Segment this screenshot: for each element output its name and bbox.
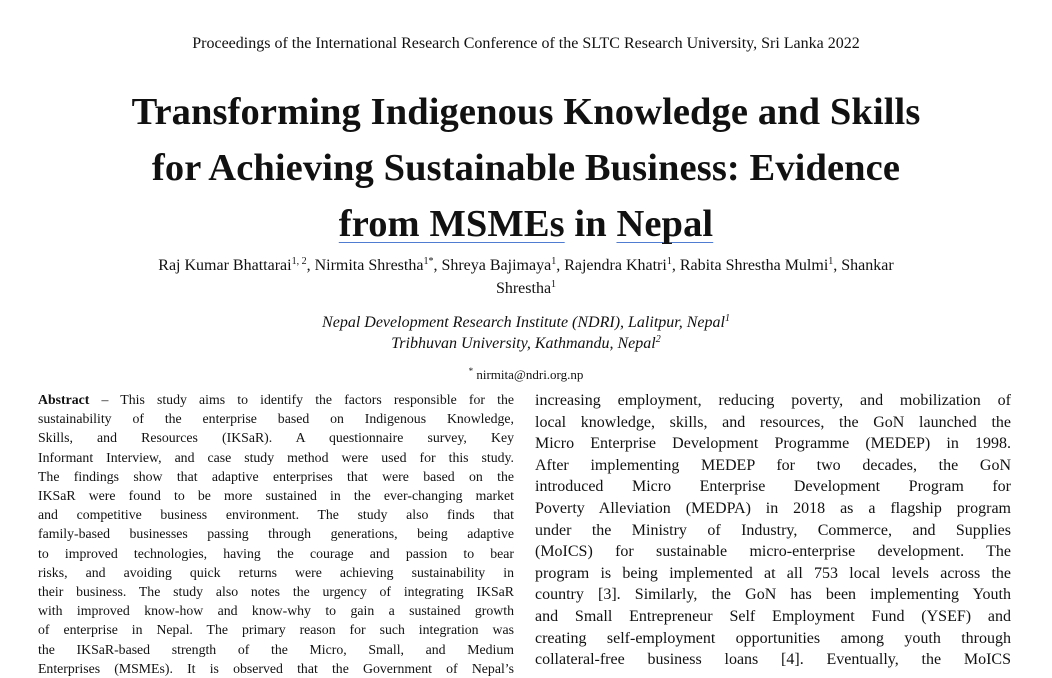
abstract-line: Informant Interview, and case study method were used for this study.	[38, 449, 514, 465]
abstract-label: Abstract	[38, 392, 90, 407]
abstract-line: IKSaR were found to be more sustained in the ever-changing market	[38, 488, 514, 504]
abstract-line: Skills, and Resources (IKSaR). A questionnaire survey, Key	[38, 430, 514, 446]
author-name: Shankar	[841, 257, 894, 274]
affiliation-marker: 2	[655, 334, 661, 345]
body-line: collateral-free business loans [4]. Eventually, the MoICS	[535, 651, 1011, 669]
body-line: After implementing MEDEP for two decades, the GoN	[535, 456, 1011, 474]
author-separator: ,	[306, 257, 315, 274]
body-line: local knowledge, skills, and resources, the GoN launched the	[535, 413, 1011, 431]
body-text-column	[535, 390, 1011, 671]
title-line-2: for Achieving Sustainable Business: Evidence	[151, 147, 901, 189]
abstract-column	[38, 390, 514, 678]
body-line: creating self-employment opportunities among youth through	[535, 629, 1011, 647]
title-connector-text: in	[564, 203, 617, 245]
body-line: (MoICS) for sustainable micro-enterprise development. The	[535, 543, 1011, 561]
author-list	[30, 254, 1022, 300]
author-separator: ,	[671, 257, 680, 274]
author-affiliation-marker: 1*	[423, 256, 434, 267]
email-address: nirmita@ndri.org.np	[476, 367, 584, 382]
abstract-line: risks, and avoiding quick returns were achieving sustainability in	[38, 564, 514, 580]
body-line: program is being implemented at all 753 local levels across the	[535, 564, 1011, 582]
author-name: Rabita Shrestha Mulmi	[679, 257, 829, 274]
author-affiliation-marker: 1	[666, 256, 672, 267]
abstract-line: their business. The study also notes the urgency of integrating IKSaR	[38, 584, 514, 600]
title-underlined-text-nepal: Nepal	[616, 203, 714, 245]
author-affiliation-marker: 1, 2	[291, 256, 307, 267]
abstract-line: and competitive business environment. The study also finds that	[38, 507, 514, 523]
corresponding-marker: *	[468, 366, 474, 376]
body-line: under the Ministry of Industry, Commerce, and Supplies	[535, 521, 1011, 539]
author-separator: ,	[833, 257, 842, 274]
title-line-3	[40, 196, 1012, 252]
body-line: country [3]. Similarly, the GoN has been implementing Youth	[535, 586, 1011, 604]
affiliation-text: Tribhuvan University, Kathmandu, Nepal	[391, 335, 656, 352]
author-separator: ,	[556, 257, 565, 274]
author-name: Rajendra Khatri	[564, 257, 667, 274]
affiliation-marker: 1	[724, 313, 730, 324]
title-underlined-text-msmes: from MSMEs	[338, 203, 565, 245]
title-line-1: Transforming Indigenous Knowledge and Skills	[131, 91, 921, 133]
author-name: Shreya Bajimaya	[441, 257, 552, 274]
body-line: Micro Enterprise Development Programme (MEDEP) in 1998.	[535, 435, 1011, 453]
abstract-line: The findings show that adaptive enterprises that were based on the	[38, 468, 514, 484]
body-line: increasing employment, reducing poverty, and mobilization of	[535, 392, 1011, 409]
author-name: Nirmita Shrestha	[314, 257, 424, 274]
proceedings-header: Proceedings of the International Research Conference of the SLTC Research University, Sri Lanka 2022	[192, 35, 860, 52]
author-affiliation-marker: 1	[551, 279, 557, 290]
author-separator: ,	[433, 257, 442, 274]
abstract-line	[38, 390, 514, 409]
author-name: Raj Kumar Bhattarai	[158, 257, 292, 274]
corresponding-email	[0, 366, 1052, 383]
author-affiliation-marker: 1	[551, 256, 557, 267]
abstract-line: sustainability of the enterprise based on Indigenous Knowledge,	[38, 411, 514, 427]
abstract-line: family-based businesses passing through generations, being adaptive	[38, 526, 514, 542]
affiliation-2	[0, 334, 1052, 354]
paper-title	[40, 84, 1012, 252]
body-line: introduced Micro Enterprise Development Program for	[535, 478, 1011, 496]
abstract-line: of enterprise in Nepal. The primary reason for such integration was	[38, 622, 514, 638]
author-affiliation-marker: 1	[828, 256, 834, 267]
abstract-line: with improved know-how and know-why to gain a sustained growth	[38, 603, 514, 619]
affiliation-text: Nepal Development Research Institute (NDRI), Lalitpur, Nepal	[322, 314, 725, 331]
abstract-line: to improved technologies, having the courage and passion to bear	[38, 545, 514, 561]
abstract-line: the IKSaR-based strength of the Micro, Small, and Medium	[38, 641, 514, 657]
abstract-line-text: – This study aims to identify the factors responsible for the	[89, 392, 514, 407]
body-line: Poverty Alleviation (MEDPA) in 2018 as a flagship program	[535, 499, 1011, 517]
author-name: Shrestha	[495, 280, 552, 297]
abstract-line: Enterprises (MSMEs). It is observed that the Government of Nepal’s	[38, 660, 514, 676]
affiliation-1	[0, 313, 1052, 333]
body-line: and Small Entrepreneur Self Employment Fund (YSEF) and	[535, 607, 1011, 625]
